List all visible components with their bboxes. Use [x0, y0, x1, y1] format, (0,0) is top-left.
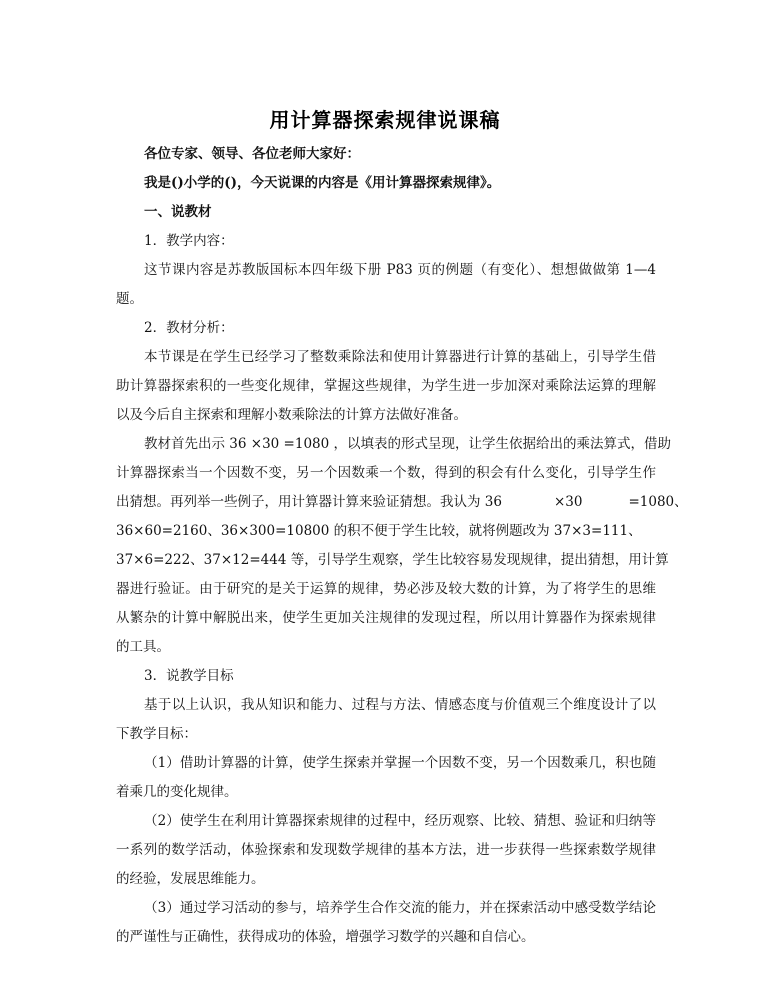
paragraph-line: 教材首先出示 36 ×30 =1080 ，以填表的形式呈现，让学生依据给出的乘法算式，借助 — [144, 436, 671, 452]
paragraph-line: 以及今后自主探索和理解小数乘除法的计算方法做好准备。 — [116, 407, 467, 423]
goal-line: （1）借助计算器的计算，使学生探索并掌握一个因数不变，另一个因数乘几，积也随 — [144, 755, 656, 771]
paragraph-line — [116, 488, 688, 517]
greeting: 各位专家、领导、各位老师大家好： — [144, 146, 360, 162]
goal-line: 一系列的数学活动，体验探索和发现数学规律的基本方法，进一步获得一些探索数学规律 — [116, 842, 656, 858]
text-segment: ×30 — [553, 494, 583, 510]
paragraph-line: 这节课内容是苏教版国标本四年级下册 P83 页的例题（有变化）、想想做做第 1—4 — [144, 262, 656, 278]
goal-line: 的经验，发展思维能力。 — [116, 871, 265, 887]
paragraph-line: 下教学目标： — [116, 726, 197, 742]
paragraph-line: 从繁杂的计算中解脱出来，使学生更加关注规律的发现过程，所以用计算器作为探索规律 — [116, 610, 656, 626]
intro-line: 我是()小学的()，今天说课的内容是《用计算器探索规律》。 — [144, 175, 501, 191]
paragraph-line: 37×6=222、37×12=444 等，引导学生观察，学生比较容易发现规律，提出猜想，用计算 — [116, 552, 669, 568]
paragraph-line: 器进行验证。由于研究的是关于运算的规律，势必涉及较大数的计算，为了将学生的思维 — [116, 581, 656, 597]
section-heading-textbook: 一、说教材 — [144, 204, 212, 220]
item-teaching-goals: 3．说教学目标 — [144, 668, 234, 684]
paragraph-line: 36×60=2160、36×300=10800 的积不便于学生比较，就将例题改为 37×3=111、 — [116, 523, 642, 539]
text-segment: 出猜想。再列举一些例子，用计算器计算来验证猜想。我认为 36 — [116, 494, 502, 510]
document-body — [116, 140, 688, 952]
paragraph-line: 基于以上认识，我从知识和能力、过程与方法、情感态度与价值观三个维度设计了以 — [144, 697, 656, 713]
paragraph-line: 的工具。 — [116, 639, 170, 655]
goal-line: （2）使学生在利用计算器探索规律的过程中，经历观察、比较、猜想、验证和归纳等 — [144, 813, 656, 829]
item-teaching-content: 1．教学内容： — [144, 233, 234, 249]
goal-line: （3）通过学习活动的参与，培养学生合作交流的能力，并在探索活动中感受数学结论 — [144, 900, 656, 916]
document-title: 用计算器探索规律说课稿 — [269, 108, 501, 132]
goal-line: 着乘几的变化规律。 — [116, 784, 238, 800]
paragraph-line: 本节课是在学生已经学习了整数乘除法和使用计算器进行计算的基础上，引导学生借 — [144, 349, 656, 365]
goal-line: 的严谨性与正确性，获得成功的体验，增强学习数学的兴趣和自信心。 — [116, 929, 535, 945]
text-segment: =1080、 — [628, 494, 688, 510]
paragraph-line: 计算器探索当一个因数不变，另一个因数乘一个数，得到的积会有什么变化，引导学生作 — [116, 465, 656, 481]
item-textbook-analysis: 2．教材分析： — [144, 320, 234, 336]
paragraph-line: 助计算器探索积的一些变化规律，掌握这些规律，为学生进一步加深对乘除法运算的理解 — [116, 378, 656, 394]
paragraph-line: 题。 — [116, 291, 143, 307]
